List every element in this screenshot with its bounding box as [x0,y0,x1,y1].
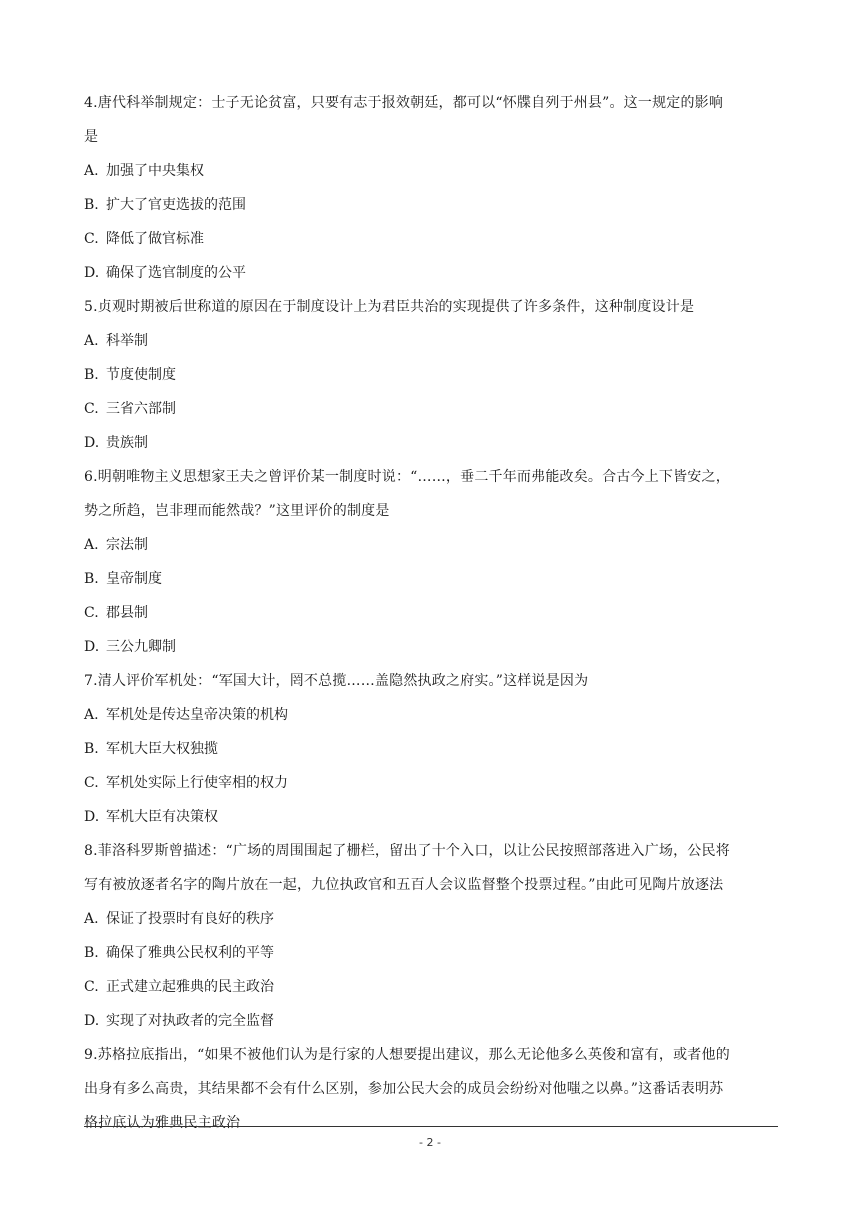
question-stem-line: 格拉底认为雅典民主政治 [84,1115,241,1131]
question-stem-line: 4.唐代科举制规定：士子无论贫富，只要有志于报效朝廷，都可以“怀牒自列于州县”。这一规定的影响 [84,95,724,111]
option-text: 军机大臣大权独揽 [106,741,218,757]
answer-option [84,630,778,664]
question-stem-line: 是 [84,129,99,145]
option-text: 降低了做官标准 [106,231,204,247]
footer-divider [84,1126,778,1127]
option-text: 实现了对执政者的完全监督 [106,1013,274,1029]
answer-option [84,426,778,460]
question-block [84,86,778,290]
question-stem [84,664,778,698]
question-stem-line: 写有被放逐者名字的陶片放在一起，九位执政官和五百人会议监督整个投票过程。”由此可见陶片放逐法 [84,877,724,893]
answer-option [84,1004,778,1038]
question-block [84,664,778,834]
question-block [84,834,778,1038]
option-letter: D. [84,809,100,825]
answer-option [84,936,778,970]
option-letter: D. [84,639,100,655]
answer-option [84,222,778,256]
answer-option [84,562,778,596]
question-stem [84,460,778,528]
question-stem-line: 7.清人评价军机处：“军国大计，罔不总揽……盖隐然执政之府实。”这样说是因为 [84,673,589,689]
option-text: 皇帝制度 [106,571,162,587]
option-text: 扩大了官吏选拔的范围 [106,197,246,213]
question-stem-line: 出身有多么高贵，其结果都不会有什么区别，参加公民大会的成员会纷纷对他嗤之以鼻。”这番话表明苏 [84,1081,724,1097]
option-letter: C. [84,401,99,417]
option-letter: A. [84,537,99,553]
answer-option [84,324,778,358]
question-stem-line: 6.明朝唯物主义思想家王夫之曾评价某一制度时说：“……，垂二千年而弗能改矣。合古今上下皆安之， [84,469,730,485]
option-letter: B. [84,741,99,757]
option-letter: D. [84,265,100,281]
option-text: 军机大臣有决策权 [106,809,218,825]
answer-option [84,902,778,936]
question-stem-line: 5.贞观时期被后世称道的原因在于制度设计上为君臣共治的实现提供了许多条件，这种制度设计是 [84,299,695,315]
option-text: 确保了雅典公民权利的平等 [106,945,274,961]
answer-option [84,698,778,732]
option-text: 保证了投票时有良好的秩序 [106,911,274,927]
option-text: 军机处是传达皇帝决策的机构 [106,707,288,723]
option-text: 正式建立起雅典的民主政治 [106,979,274,995]
answer-option [84,766,778,800]
option-text: 加强了中央集权 [106,163,204,179]
option-text: 军机处实际上行使宰相的权力 [106,775,288,791]
option-letter: B. [84,571,99,587]
option-letter: C. [84,775,99,791]
option-letter: A. [84,333,99,349]
question-list [84,86,778,1140]
option-text: 三公九卿制 [106,639,176,655]
page-number: - 2 - [419,1136,441,1149]
question-stem-line: 9.苏格拉底指出，“如果不被他们认为是行家的人想要提出建议，那么无论他多么英俊和富有，或者他的 [84,1047,730,1063]
answer-option [84,732,778,766]
option-letter: D. [84,435,100,451]
option-letter: C. [84,979,99,995]
option-letter: A. [84,911,99,927]
option-text: 确保了选官制度的公平 [106,265,246,281]
option-text: 贵族制 [106,435,148,451]
question-stem [84,1038,778,1140]
option-text: 宗法制 [106,537,148,553]
question-block [84,460,778,664]
option-letter: C. [84,231,99,247]
question-block [84,290,778,460]
answer-option [84,800,778,834]
answer-option [84,392,778,426]
option-letter: B. [84,367,99,383]
question-block [84,1038,778,1140]
answer-option [84,528,778,562]
option-letter: C. [84,605,99,621]
option-letter: D. [84,1013,100,1029]
option-text: 郡县制 [106,605,148,621]
answer-option [84,154,778,188]
answer-option [84,358,778,392]
option-text: 节度使制度 [106,367,176,383]
question-stem [84,290,778,324]
option-letter: A. [84,707,99,723]
option-letter: B. [84,945,99,961]
answer-option [84,256,778,290]
question-stem [84,834,778,902]
answer-option [84,596,778,630]
answer-option [84,188,778,222]
option-text: 科举制 [106,333,148,349]
question-stem [84,86,778,154]
question-stem-line: 8.菲洛科罗斯曾描述：“广场的周围围起了栅栏，留出了十个入口，以让公民按照部落进入广场，公民将 [84,843,730,859]
answer-option [84,970,778,1004]
question-stem-line: 势之所趋，岂非理而能然哉？”这里评价的制度是 [84,503,390,519]
option-letter: B. [84,197,99,213]
option-text: 三省六部制 [106,401,176,417]
option-letter: A. [84,163,99,179]
